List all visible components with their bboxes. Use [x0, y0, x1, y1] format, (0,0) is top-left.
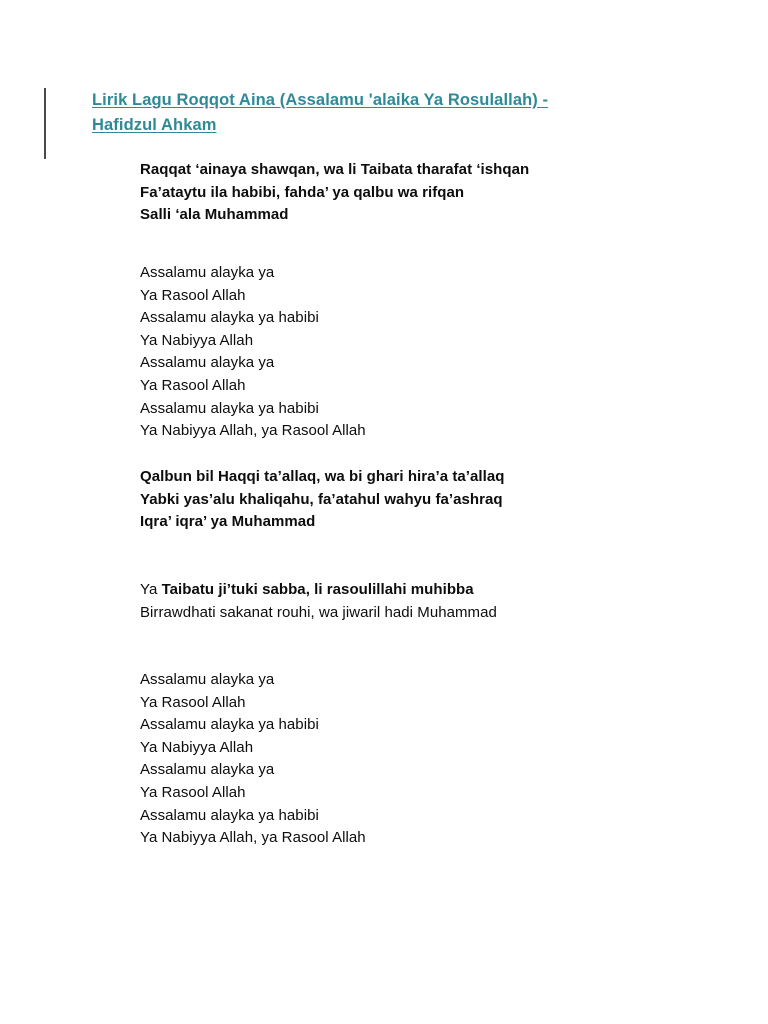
lyrics-line: Iqra’ iqra’ ya Muhammad — [140, 513, 316, 531]
lyrics-line: Ya Rasool Allah — [140, 693, 246, 711]
lyrics-line: Fa’ataytu ila habibi, fahda’ ya qalbu wa rifqan — [140, 183, 465, 201]
lyrics-line: Ya Rasool Allah — [140, 376, 246, 394]
lyrics-line: Raqqat ‘ainaya shawqan, wa li Taibata tharafat ‘ishqan — [140, 161, 530, 178]
lyrics-line: Ya Rasool Allah — [140, 783, 246, 801]
lyrics-line: Yabki yas’alu khaliqahu, fa’atahul wahyu fa’ashraq — [140, 490, 503, 508]
lyrics-stanza-4 — [140, 579, 740, 624]
lyrics-line: Assalamu alayka ya — [140, 264, 275, 281]
lyrics-line: Ya Nabiyya Allah — [140, 331, 254, 349]
lyrics-line: Assalamu alayka ya — [140, 354, 275, 372]
lyrics-line-prefix: Ya — [140, 581, 162, 598]
lyrics-line: Assalamu alayka ya habibi — [140, 309, 319, 327]
lyrics-line: Ya Nabiyya Allah, ya Rasool Allah — [140, 829, 366, 847]
lyrics-line: Assalamu alayka ya habibi — [140, 806, 319, 824]
lyrics-line: Ya Rasool Allah — [140, 286, 246, 304]
lyrics-line: Birrawdhati sakanat rouhi, wa jiwaril hadi Muhammad — [140, 603, 497, 621]
lyrics-line: Assalamu alayka ya — [140, 761, 275, 779]
lyrics-line: Qalbun bil Haqqi ta’allaq, wa bi ghari hira’a ta’allaq — [140, 468, 505, 485]
lyrics-stanza-2-chorus — [140, 262, 740, 443]
lyrics-line: Assalamu alayka ya — [140, 671, 275, 688]
lyrics-line: Ya Nabiyya Allah — [140, 738, 254, 756]
lyrics-line-emphasis: Taibatu ji’tuki sabba, li rasoulillahi muhibba — [161, 581, 474, 598]
heading-accent-rule — [44, 88, 46, 159]
lyrics-line: Ya Nabiyya Allah, ya Rasool Allah — [140, 422, 366, 440]
lyrics-stanza-3 — [140, 466, 740, 534]
lyrics-line: Assalamu alayka ya habibi — [140, 399, 319, 417]
page-title — [92, 88, 672, 138]
lyrics-line: Salli ‘ala Muhammad — [140, 206, 289, 224]
lyrics-stanza-5-chorus — [140, 669, 740, 850]
lyrics-line: Assalamu alayka ya habibi — [140, 716, 319, 734]
lyrics-stanza-1 — [140, 159, 740, 227]
page-title-line-1: Lirik Lagu Roqqot Aina (Assalamu 'alaika Ya Rosulallah) - — [92, 91, 549, 109]
lyrics-line — [140, 579, 740, 602]
page-title-line-2: Hafidzul Ahkam — [92, 116, 217, 134]
